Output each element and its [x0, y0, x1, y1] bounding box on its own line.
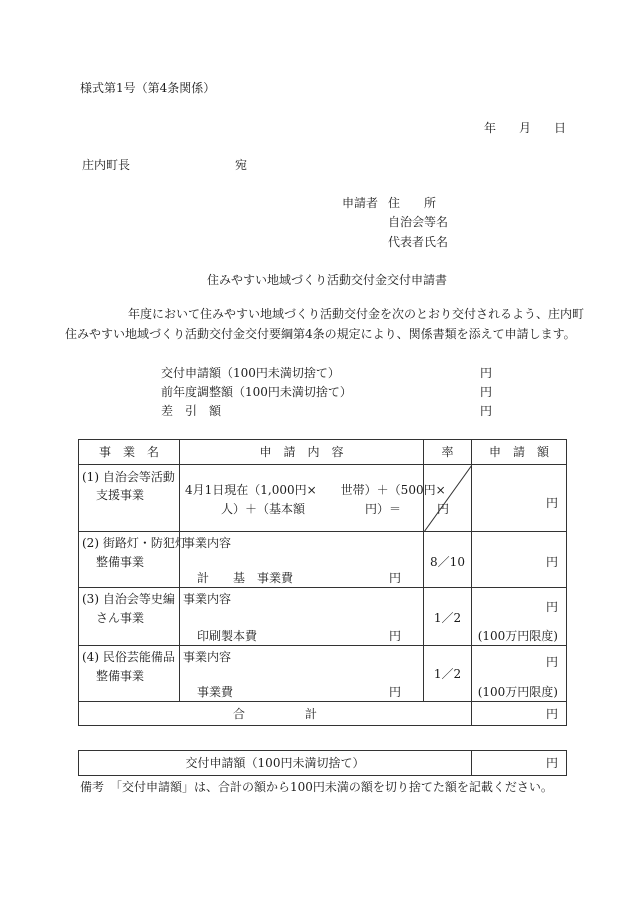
project-name-line1: (3) 自治会等史編	[82, 592, 175, 606]
project-name-line2: さん事業	[96, 611, 145, 625]
document-title: 住みやすい地域づくり活動交付金交付申請書	[207, 273, 448, 287]
grant-amount-label: 交付申請額（100円未満切捨て）	[79, 751, 472, 776]
header-project-name: 事 業 名	[79, 440, 180, 465]
content-cell	[180, 465, 450, 532]
rate-value: 1／2	[433, 667, 462, 681]
summary-unit-grant: 円	[480, 366, 493, 380]
content-line2: 事業費 円	[197, 685, 402, 699]
form-number: 様式第1号（第4条関係）	[80, 81, 216, 95]
amount-unit: 円	[545, 496, 558, 510]
content-line1: 事業内容	[183, 592, 232, 606]
project-name-cell	[79, 646, 180, 702]
content-cell	[180, 532, 424, 588]
summary-label-difference: 差 引 額	[161, 404, 222, 418]
date-year: 年	[484, 121, 497, 135]
content-cell	[180, 646, 424, 702]
amount-cell	[472, 532, 567, 588]
amount-limit: (100万円限度)	[477, 629, 558, 643]
grant-amount-unit: 円	[472, 751, 567, 776]
remarks-note: 備考 「交付申請額」は、合計の額から100円未満の額を切り捨てた額を記載ください。	[80, 780, 553, 794]
address-label: 住 所	[388, 196, 437, 210]
applicant-prefix: 申請者	[342, 196, 379, 210]
content-line2: 人）＋（基本額 円）＝ 円	[221, 502, 450, 516]
project-name-line1: (2) 街路灯・防犯灯	[82, 536, 187, 550]
rate-cell	[424, 532, 472, 588]
header-rate: 率	[424, 440, 472, 465]
project-name-cell	[79, 588, 180, 646]
summary-unit-difference: 円	[480, 404, 493, 418]
project-name-line2: 整備事業	[96, 669, 145, 683]
table-header-row	[79, 440, 567, 465]
project-name-line1: (4) 民俗芸能備品	[82, 650, 175, 664]
header-content: 申 請 内 容	[180, 440, 424, 465]
summary-unit-adjustment: 円	[480, 385, 493, 399]
table-row	[79, 465, 567, 532]
application-table	[78, 439, 567, 726]
diagonal-slash	[424, 465, 472, 532]
body-line-2: 住みやすい地域づくり活動交付金交付要綱第4条の規定により、関係書類を添えて申請します。	[65, 327, 576, 341]
association-label: 自治会等名	[388, 215, 449, 229]
total-row	[79, 702, 567, 726]
total-unit: 円	[472, 702, 567, 726]
table-row	[79, 646, 567, 702]
amount-cell	[472, 646, 567, 702]
amount-unit: 円	[545, 655, 558, 669]
date-day: 日	[554, 121, 567, 135]
summary-label-adjustment: 前年度調整額（100円未満切捨て）	[161, 385, 352, 399]
content-line2: 印刷製本費 円	[197, 629, 402, 643]
content-cell	[180, 588, 424, 646]
grant-amount-table	[78, 750, 567, 776]
table-row	[79, 588, 567, 646]
amount-unit: 円	[545, 600, 558, 614]
project-name-line2: 整備事業	[96, 555, 145, 569]
total-label: 合 計	[79, 702, 472, 726]
header-amount: 申 請 額	[472, 440, 567, 465]
rate-cell-diagonal	[424, 465, 472, 532]
date-month: 月	[519, 121, 532, 135]
project-name-line1: (1) 自治会等活動	[82, 470, 175, 484]
amount-unit: 円	[545, 555, 558, 569]
content-line2: 計 基 事業費 円	[197, 571, 402, 585]
body-line-1: 年度において住みやすい地域づくり活動交付金を次のとおり交付されるよう、庄内町	[128, 307, 585, 321]
amount-cell	[472, 465, 567, 532]
addressee-suffix: 宛	[235, 158, 248, 172]
content-line1: 事業内容	[183, 536, 232, 550]
project-name-line2: 支援事業	[96, 488, 145, 502]
rate-cell	[424, 588, 472, 646]
summary-label-grant: 交付申請額（100円未満切捨て）	[161, 366, 340, 380]
amount-cell	[472, 588, 567, 646]
rate-value: 1／2	[433, 611, 462, 625]
rate-cell	[424, 646, 472, 702]
rate-value: 8／10	[430, 555, 465, 569]
amount-limit: (100万円限度)	[477, 685, 558, 699]
table-row	[79, 532, 567, 588]
addressee: 庄内町長	[82, 158, 131, 172]
project-name-cell	[79, 465, 180, 532]
content-line1: 4月1日現在（1,000円× 世帯）＋（500円×	[185, 483, 446, 497]
representative-label: 代表者氏名	[388, 235, 449, 249]
project-name-cell	[79, 532, 187, 588]
content-line1: 事業内容	[183, 650, 232, 664]
